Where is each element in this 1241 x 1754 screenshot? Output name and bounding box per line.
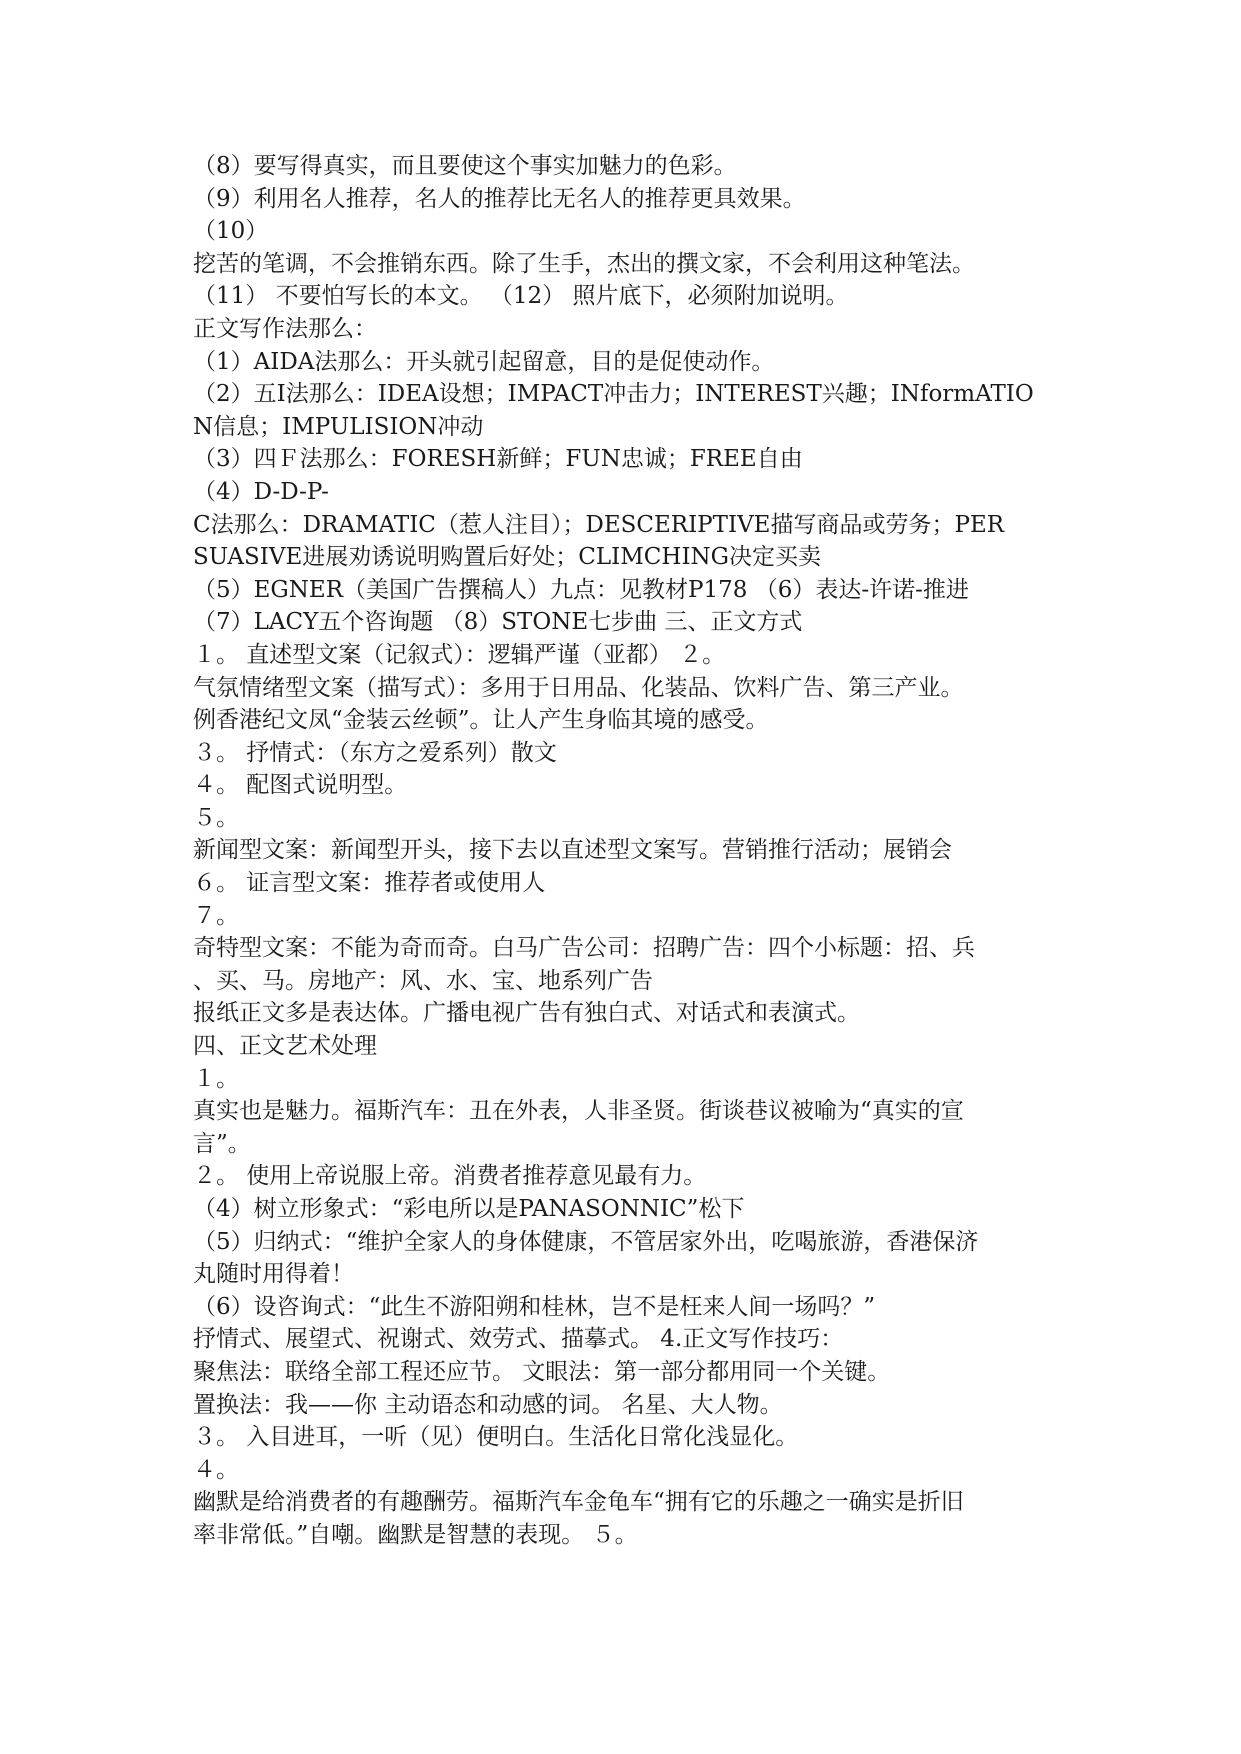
- text-line: 正文写作法那么：: [193, 315, 377, 342]
- text-line: 四、正文艺术处理: [193, 1033, 377, 1060]
- document-body: [193, 150, 1053, 1552]
- text-line: 聚焦法：联络全部工程还应节。 文眼法：第一部分都用同一个关键。: [193, 1358, 891, 1385]
- text-line: 、买、马。房地产：风、水、宝、地系列广告: [193, 967, 653, 994]
- text-line: （1）AIDA法那么：开头就引起留意，目的是促使动作。: [193, 348, 775, 375]
- text-line: 真实也是魅力。福斯汽车：丑在外表，人非圣贤。街谈巷议被喻为“真实的宣: [193, 1098, 964, 1125]
- text-line: C法那么：DRAMATIC（惹人注目）；DESCERIPTIVE描写商品或劳务；PER: [193, 511, 1005, 538]
- text-line: （8）要写得真实，而且要使这个事实加魅力的色彩。: [193, 153, 737, 179]
- text-line: ７。: [193, 902, 239, 929]
- text-line: 报纸正文多是表达体。广播电视广告有独白式、对话式和表演式。: [193, 1000, 860, 1027]
- text-line: ３。 入目进耳，一听（见）便明白。生活化日常化浅显化。: [193, 1424, 799, 1451]
- text-line: 言”。: [193, 1130, 251, 1157]
- text-line: 丸随时用得着！: [193, 1261, 354, 1288]
- text-line: （7）LACY五个咨询题 （8）STONE七步曲 三、正文方式: [193, 609, 803, 636]
- text-line: （11） 不要怕写长的本文。 （12） 照片底下，必须附加说明。: [193, 283, 849, 310]
- text-line: N信息；IMPULISION冲动: [193, 413, 484, 440]
- text-line: ５。: [193, 804, 239, 831]
- text-line: 例香港纪文凤“金装云丝顿”。让人产生身临其境的感受。: [193, 707, 769, 734]
- text-line: 新闻型文案：新闻型开头，接下去以直述型文案写。营销推行活动；展销会: [193, 837, 952, 864]
- text-line: 置换法：我——你 主动语态和动感的词。 名星、大人物。: [193, 1391, 783, 1418]
- text-line: （5）归纳式：“维护全家人的身体健康，不管居家外出，吃喝旅游，香港保济: [193, 1228, 979, 1255]
- text-line: ６。 证言型文案：推荐者或使用人: [193, 870, 546, 897]
- text-line: ２。 使用上帝说服上帝。消费者推荐意见最有力。: [193, 1163, 707, 1190]
- text-line: ４。 配图式说明型。: [193, 772, 408, 799]
- text-line: 气氛情绪型文案（描写式）：多用于日用品、化装品、饮料广告、第三产业。: [193, 674, 964, 701]
- text-line: １。 直述型文案（记叙式）：逻辑严谨（亚都） ２。: [193, 641, 726, 668]
- text-line: 挖苦的笔调，不会推销东西。除了生手，杰出的撰文家，不会利用这种笔法。: [193, 250, 975, 277]
- text-line: SUASIVE进展劝诱说明购置后好处；CLIMCHING决定买卖: [193, 544, 822, 571]
- text-line: （6）设咨询式：“此生不游阳朔和桂林，岂不是枉来人间一场吗？”: [193, 1293, 876, 1320]
- text-line: （10）: [193, 218, 269, 245]
- text-line: １。: [193, 1065, 239, 1092]
- text-line: 幽默是给消费者的有趣酬劳。福斯汽车金龟车“拥有它的乐趣之一确实是折旧: [193, 1489, 964, 1516]
- text-line: （5）EGNER（美国广告撰稿人）九点：见教材P178 （6）表达-许诺-推进: [193, 576, 969, 603]
- text-line: （9）利用名人推荐，名人的推荐比无名人的推荐更具效果。: [193, 185, 806, 212]
- text-line: ４。: [193, 1456, 239, 1483]
- text-line: ３。 抒情式：（东方之爱系列）散文: [193, 739, 557, 766]
- text-line: 率非常低。”自嘲。幽默是智慧的表现。 ５。: [193, 1521, 638, 1548]
- text-line: （2）五I法那么：IDEA设想；IMPACT冲击力；INTEREST兴趣；INformATIO: [193, 381, 1034, 408]
- text-line: 奇特型文案：不能为奇而奇。白马广告公司：招聘广告：四个小标题：招、兵: [193, 935, 975, 962]
- text-line: （4）树立形象式：“彩电所以是PANASONNIC”松下: [193, 1196, 745, 1222]
- text-line: 抒情式、展望式、祝谢式、效劳式、描摹式。 4.正文写作技巧：: [193, 1326, 844, 1353]
- text-line: （4）D-D-P-: [193, 478, 329, 505]
- text-line: （3）四Ｆ法那么：FORESH新鲜；FUN忠诚；FREE自由: [193, 446, 803, 473]
